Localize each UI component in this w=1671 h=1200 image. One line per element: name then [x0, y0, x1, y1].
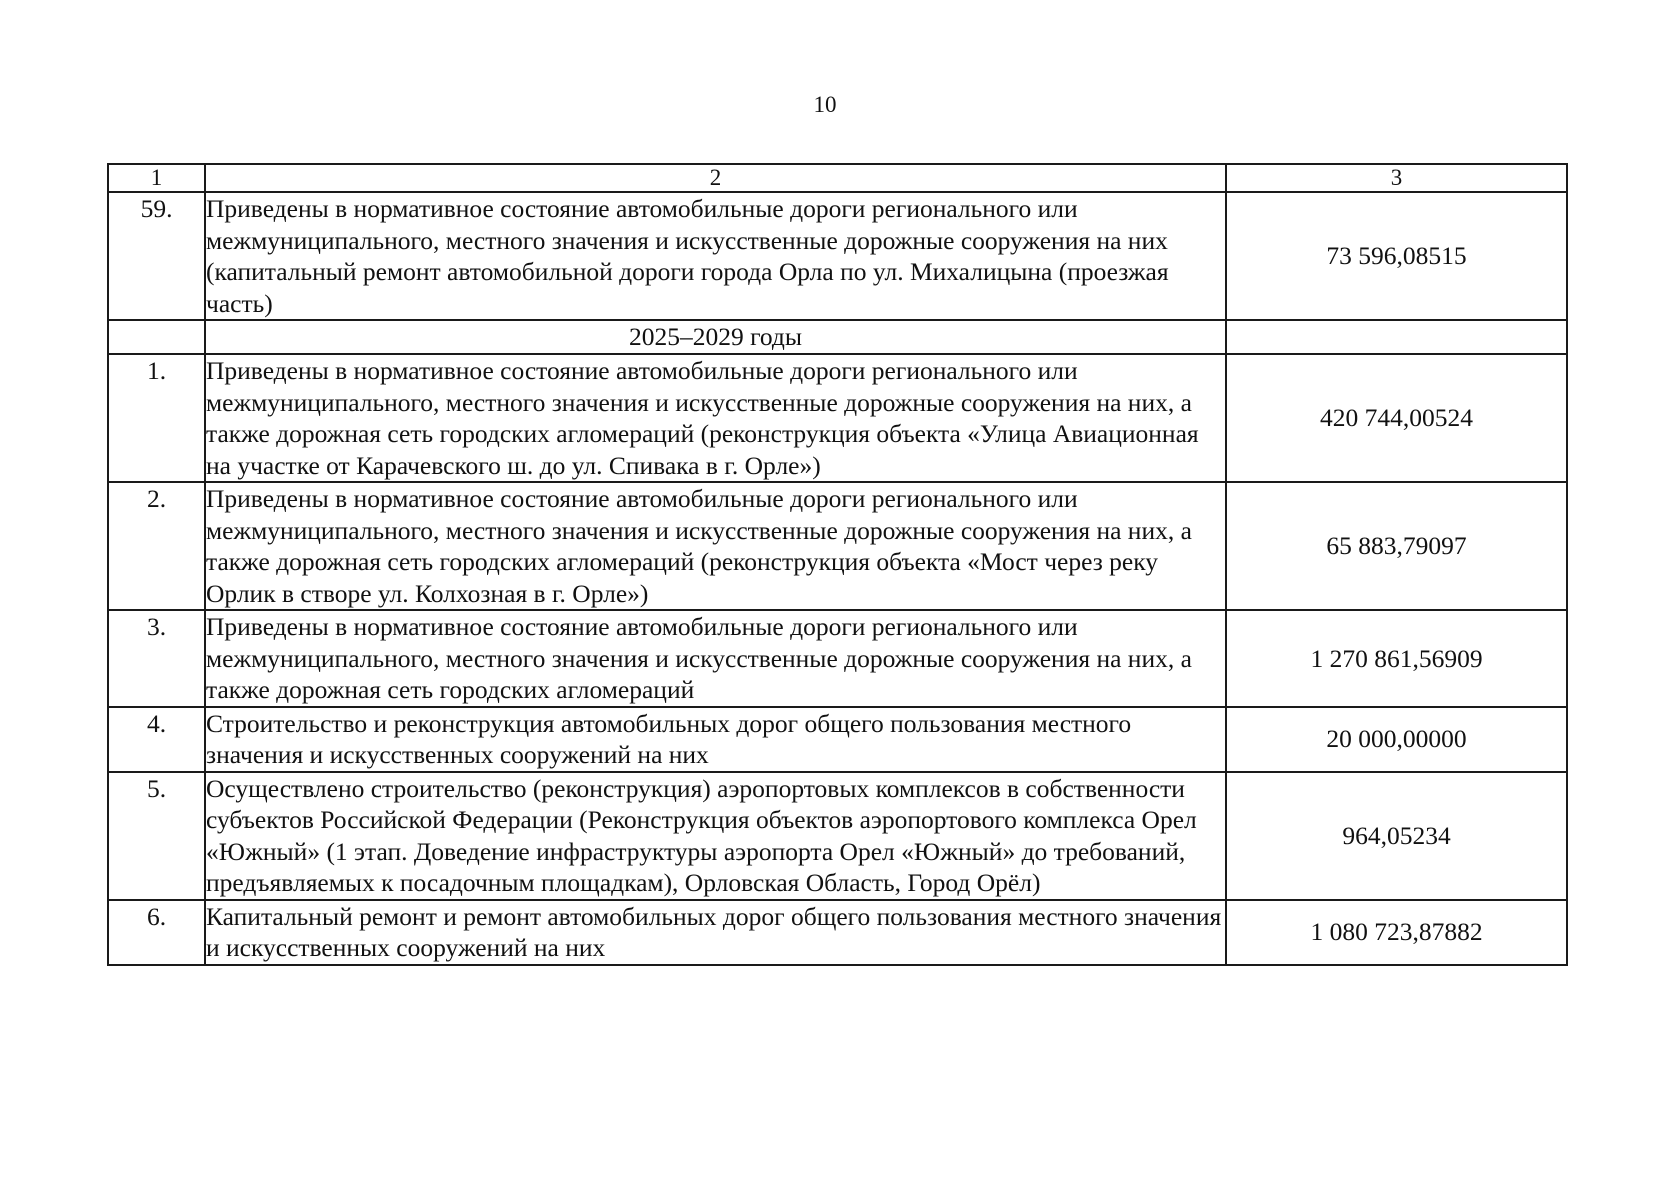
row-number: 5. — [108, 772, 205, 900]
row-description: Приведены в нормативное состояние автомобильные дороги регионального или межмуниципального, местного значения и искусственные дорожные сооружения на них, а также дорожная сеть городских агломераций (реконструкция объекта «Улица Авиационная на участке от Карачевского ш. до ул. Спивака в г. Орле») — [205, 354, 1226, 482]
row-number: 59. — [108, 192, 205, 320]
section-row — [108, 320, 1567, 354]
section-empty-cell — [1226, 320, 1567, 354]
row-number: 2. — [108, 482, 205, 610]
row-description: Капитальный ремонт и ремонт автомобильных дорог общего пользования местного значения и искусственных сооружений на них — [205, 900, 1226, 965]
row-description: Приведены в нормативное состояние автомобильные дороги регионального или межмуниципального, местного значения и искусственные дорожные сооружения на них, а также дорожная сеть городских агломераций — [205, 610, 1226, 707]
column-header-description: 2 — [205, 164, 1226, 192]
table-row — [108, 900, 1567, 965]
column-header-amount: 3 — [1226, 164, 1567, 192]
row-number: 6. — [108, 900, 205, 965]
row-number: 4. — [108, 707, 205, 772]
row-description: Строительство и реконструкция автомобильных дорог общего пользования местного значения и искусственных сооружений на них — [205, 707, 1226, 772]
section-empty-cell — [108, 320, 205, 354]
row-amount: 1 270 861,56909 — [1226, 610, 1567, 707]
table-row — [108, 192, 1567, 320]
row-amount: 420 744,00524 — [1226, 354, 1567, 482]
row-description: Приведены в нормативное состояние автомобильные дороги регионального или межмуниципального, местного значения и искусственные дорожные сооружения на них (капитальный ремонт автомобильной дороги города Орла по ул. Михалицына (проезжая часть) — [205, 192, 1226, 320]
row-amount: 1 080 723,87882 — [1226, 900, 1567, 965]
row-amount: 20 000,00000 — [1226, 707, 1567, 772]
table-row — [108, 707, 1567, 772]
table-row — [108, 354, 1567, 482]
column-header-number: 1 — [108, 164, 205, 192]
section-title: 2025–2029 годы — [205, 320, 1226, 354]
row-description: Осуществлено строительство (реконструкция) аэропортовых комплексов в собственности субъектов Российской Федерации (Реконструкция объектов аэропортового комплекса Орел «Южный» (1 этап. Доведение инфраструктуры аэропорта Орел «Южный» до требований, предъявляемых к посадочным площадкам), Орловская Область, Город Орёл) — [205, 772, 1226, 900]
row-description: Приведены в нормативное состояние автомобильные дороги регионального или межмуниципального, местного значения и искусственные дорожные сооружения на них, а также дорожная сеть городских агломераций (реконструкция объекта «Мост через реку Орлик в створе ул. Колхозная в г. Орле») — [205, 482, 1226, 610]
row-number: 1. — [108, 354, 205, 482]
table-row — [108, 772, 1567, 900]
header-row — [108, 164, 1567, 192]
table-row — [108, 482, 1567, 610]
row-amount: 964,05234 — [1226, 772, 1567, 900]
page-number: 10 — [813, 92, 837, 117]
row-amount: 65 883,79097 — [1226, 482, 1567, 610]
table-row — [108, 610, 1567, 707]
row-amount: 73 596,08515 — [1226, 192, 1567, 320]
table-body — [108, 164, 1567, 965]
data-table — [107, 163, 1568, 966]
row-number: 3. — [108, 610, 205, 707]
